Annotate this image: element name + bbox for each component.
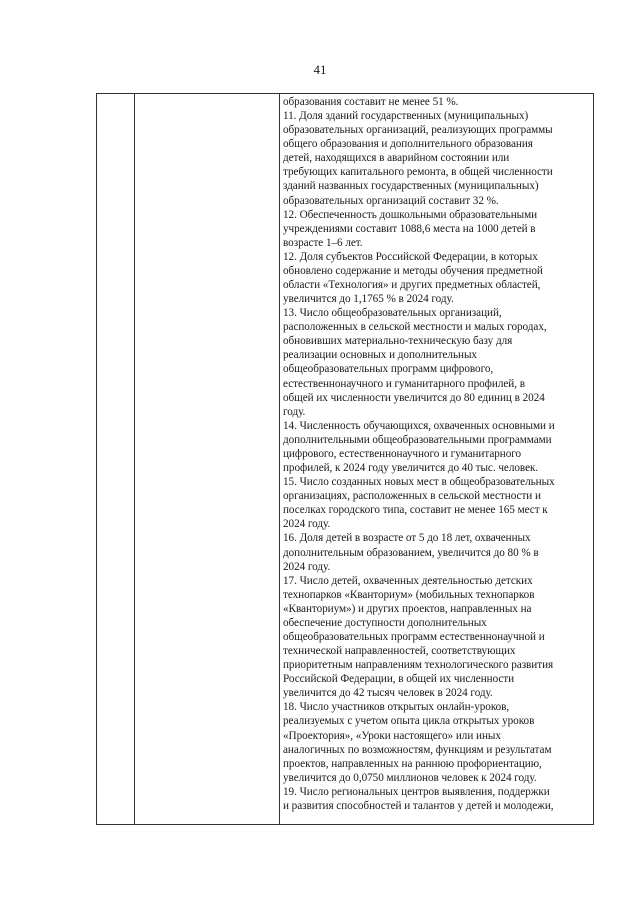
text-line: году. xyxy=(283,405,306,418)
text-line: обеспечение доступности дополнительных xyxy=(283,616,487,629)
text-line: поселках городского типа, составит не менее 165 мест к xyxy=(283,504,548,517)
text-line: общеобразовательных программ естественнонаучной и xyxy=(283,630,545,643)
text-line: «Кванториум») и других проектов, направленных на xyxy=(283,602,532,615)
text-line: 16. Доля детей в возрасте от 5 до 18 лет, охваченных xyxy=(283,532,531,545)
text-line: детей, находящихся в аварийном состоянии или xyxy=(283,152,510,165)
text-line: увеличится до 1,1765 % в 2024 году. xyxy=(283,293,454,306)
text-line: 19. Число региональных центров выявления, поддержки xyxy=(283,785,550,798)
text-line: проектов, направленных на раннюю профориентацию, xyxy=(283,757,542,770)
column-divider-1 xyxy=(134,94,135,824)
text-line: 2024 году. xyxy=(283,518,331,531)
text-line: цифрового, естественнонаучного и гуманитарного xyxy=(283,447,522,460)
text-line: обновлено содержание и методы обучения предметной xyxy=(283,264,543,277)
text-line: и развития способностей и талантов у детей и молодежи, xyxy=(283,799,554,812)
column-divider-2 xyxy=(279,94,280,824)
document-table xyxy=(96,93,594,825)
text-line: 15. Число созданных новых мест в общеобразовательных xyxy=(283,476,555,489)
text-line: 13. Число общеобразовательных организаций, xyxy=(283,307,502,320)
text-line: 14. Численность обучающихся, охваченных основными и xyxy=(283,419,555,432)
text-line: реализуемых с учетом опыта цикла открытых уроков xyxy=(283,715,535,728)
text-line: требующих капитального ремонта, в общей численности xyxy=(283,166,553,179)
text-line: технической направленностей, соответствующих xyxy=(283,645,516,658)
text-line: расположенных в сельской местности и малых городах, xyxy=(283,321,547,334)
text-line: образовательных организаций, реализующих программы xyxy=(283,124,553,137)
text-line: организациях, расположенных в сельской местности и xyxy=(283,490,541,503)
text-line: 11. Доля зданий государственных (муниципальных) xyxy=(283,110,529,123)
text-line: общей их численности увеличится до 80 единиц в 2024 xyxy=(283,391,545,404)
text-line: увеличится до 0,0750 миллионов человек к 2024 году. xyxy=(283,771,537,784)
text-line: аналогичных по возможностям, функциям и результатам xyxy=(283,743,552,756)
text-line: «Проектория», «Уроки настоящего» или иных xyxy=(283,729,501,742)
text-line: 18. Число участников открытых онлайн-уроков, xyxy=(283,701,510,714)
indicators-text-cell xyxy=(283,95,591,813)
text-line: образования составит не менее 51 %. xyxy=(283,96,459,108)
text-line: увеличится до 42 тысяч человек в 2024 году. xyxy=(283,687,493,700)
text-line: учреждениями составит 1088,6 места на 1000 детей в xyxy=(283,222,536,235)
text-line: общеобразовательных программ цифрового, xyxy=(283,363,494,376)
text-line: области «Технология» и других предметных областей, xyxy=(283,279,541,292)
text-line: Российской Федерации, в общей их численности xyxy=(283,673,515,686)
text-line: 2024 году. xyxy=(283,560,331,573)
text-line: возрасте 1–6 лет. xyxy=(283,236,363,249)
text-line: дополнительным образованием, увеличится до 80 % в xyxy=(283,546,539,559)
text-line: образовательных организаций составит 32 %. xyxy=(283,194,499,207)
page-number: 41 xyxy=(313,62,327,77)
text-line: реализации основных и дополнительных xyxy=(283,349,477,362)
text-line: профилей, к 2024 году увеличится до 40 тыс. человек. xyxy=(283,462,539,475)
text-line: 12. Обеспеченность дошкольными образовательными xyxy=(283,208,538,221)
text-line: естественнонаучного и гуманитарного профилей, в xyxy=(283,377,525,390)
text-line: технопарков «Кванториум» (мобильных технопарков xyxy=(283,588,535,601)
text-line: приоритетным направлениям технологического развития xyxy=(283,659,554,672)
text-line: зданий названных государственных (муниципальных) xyxy=(283,180,539,193)
text-line: 12. Доля субъектов Российской Федерации, в которых xyxy=(283,250,538,263)
text-line: общего образования и дополнительного образования xyxy=(283,138,533,151)
text-line: дополнительными общеобразовательными программами xyxy=(283,433,552,446)
text-line: 17. Число детей, охваченных деятельностью детских xyxy=(283,574,533,587)
text-line: обновивших материально-техническую базу для xyxy=(283,335,513,348)
